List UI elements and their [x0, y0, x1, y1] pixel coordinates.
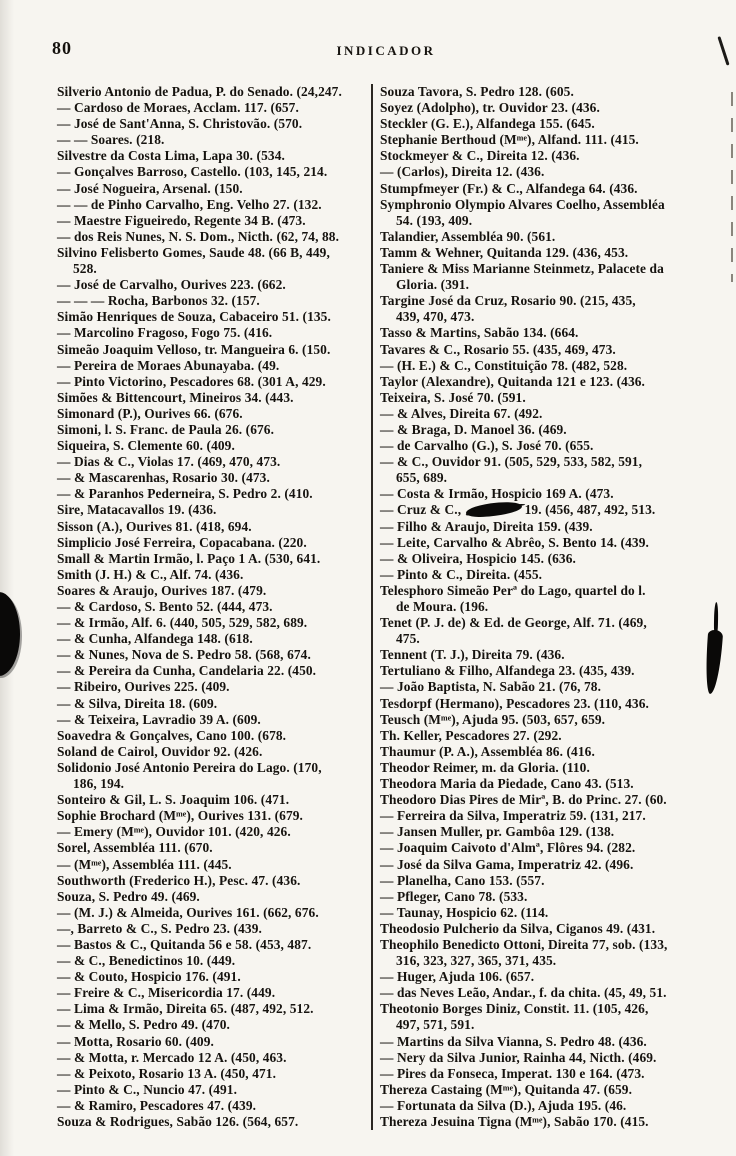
directory-entry-line: — de Carvalho (G.), S. José 70. (655. [380, 438, 594, 454]
directory-entry-line: — Leite, Carvalho & Abrêo, S. Bento 14. (439. [380, 534, 649, 550]
directory-entry-line: Siqueira, S. Clemente 60. (409. [57, 438, 235, 454]
directory-entry [380, 358, 732, 374]
directory-entry-line: — Maestre Figueiredo, Regente 34 B. (473. [57, 212, 306, 228]
directory-entry [57, 905, 370, 921]
directory-entry [57, 1066, 370, 1082]
directory-entry-line: — & Peixoto, Rosario 13 A. (450, 471. [57, 1065, 277, 1081]
directory-entry [57, 647, 370, 663]
directory-entry [380, 551, 732, 567]
directory-entry [57, 1050, 370, 1066]
directory-entry-line: — & Alves, Direita 67. (492. [380, 405, 543, 421]
directory-entry [380, 840, 732, 856]
directory-entry [380, 889, 732, 905]
directory-entry-line: 316, 323, 327, 365, 371, 435. [396, 953, 557, 969]
directory-entry-line: — das Neves Leão, Andar., f. da chita. (45, 49, 51. [380, 985, 667, 1001]
directory-entry-line: Stephanie Berthoud (Mᵐᵉ), Alfand. 111. (415. [380, 132, 639, 148]
directory-entry [380, 261, 732, 293]
directory-entry-line: — Joaquim Caivoto d'Almª, Flôres 94. (282. [380, 840, 636, 856]
directory-entry-line: — Taunay, Hospicio 62. (114. [380, 904, 549, 920]
directory-entry-line: Thereza Jesuina Tigna (Mᵐᵉ), Sabão 170. (415. [380, 1114, 649, 1129]
directory-entry [57, 792, 370, 808]
directory-entry-line: — Cardoso de Moraes, Acclam. 117. (657. [57, 100, 299, 116]
directory-entry-line: 655, 689. [396, 470, 448, 486]
directory-entry [57, 535, 370, 551]
directory-entry-line: — Motta, Rosario 60. (409. [57, 1033, 214, 1049]
directory-entry-line: Smith (J. H.) & C., Alf. 74. (436. [57, 566, 244, 582]
directory-entry-line: Simplicio José Ferreira, Copacabana. (220. [57, 534, 307, 550]
directory-entry-line: — & Silva, Direita 18. (609. [57, 695, 218, 711]
directory-entry-line: Soyez (Adolpho), tr. Ouvidor 23. (436. [380, 100, 600, 116]
directory-entry [57, 1082, 370, 1098]
directory-entry [57, 953, 370, 969]
directory-entry-line: — Lima & Irmão, Direita 65. (487, 492, 512. [57, 1001, 314, 1017]
directory-entry-line: — & Pereira da Cunha, Candelaria 22. (450. [57, 663, 317, 679]
directory-entry [380, 583, 732, 615]
directory-entry-line: Sisson (A.), Ourives 81. (418, 694. [57, 518, 252, 534]
directory-entry-line: Thereza Castaing (Mᵐᵉ), Quitanda 47. (659. [380, 1081, 633, 1097]
directory-entry [380, 181, 732, 197]
directory-entry-line: Th. Keller, Pescadores 27. (292. [380, 727, 562, 743]
page-number: 80 [52, 38, 72, 58]
directory-entry [380, 728, 732, 744]
directory-entry-line: — & Irmão, Alf. 6. (440, 505, 529, 582, 689. [57, 615, 308, 631]
directory-entry [380, 245, 732, 261]
directory-entry-line: Theophilo Benedicto Ottoni, Direita 77, sob. (133, [380, 936, 668, 952]
ink-blot-over-word [465, 501, 522, 519]
directory-entry [57, 100, 370, 116]
directory-entry-line: Small & Martin Irmão, l. Paço 1 A. (530, 641. [57, 550, 321, 566]
directory-entry-line: Silvino Felisberto Gomes, Saude 48. (66 B, 449, [57, 244, 330, 260]
directory-entry-line: Sorel, Assembléa 111. (670. [57, 840, 213, 856]
directory-entry [57, 422, 370, 438]
directory-entry-line: Southworth (Frederico H.), Pesc. 47. (436. [57, 872, 301, 888]
directory-entry-line: 528. [73, 261, 97, 277]
directory-entry-line: — José de Sant'Anna, S. Christovão. (570. [57, 116, 303, 132]
directory-entry [57, 696, 370, 712]
directory-entry-line: 475. [396, 631, 420, 647]
directory-entry-line: — Gonçalves Barroso, Castello. (103, 145, 214. [57, 164, 328, 180]
directory-entry-line: — & Couto, Hospicio 176. (491. [57, 969, 241, 985]
directory-entry [380, 100, 732, 116]
directory-entry [57, 277, 370, 293]
directory-entry [57, 438, 370, 454]
directory-entry-line: Souza, S. Pedro 49. (469. [57, 888, 200, 904]
directory-entry-line: Tennent (T. J.), Direita 79. (436. [380, 647, 565, 663]
directory-entry [57, 164, 370, 180]
directory-entry [380, 969, 732, 985]
directory-entry [380, 873, 732, 889]
directory-entry-line: — Pires da Fonseca, Imperat. 130 e 164. (473. [380, 1065, 645, 1081]
directory-entry [380, 84, 732, 100]
directory-entry [57, 760, 370, 792]
directory-entry [57, 406, 370, 422]
directory-entry [380, 502, 732, 518]
directory-entry-line: Soland de Cairol, Ouvidor 92. (426. [57, 743, 263, 759]
directory-entry [57, 873, 370, 889]
directory-entry [380, 792, 732, 808]
directory-entry [380, 535, 732, 551]
directory-entry [380, 1066, 732, 1082]
directory-entry [380, 519, 732, 535]
directory-entry [57, 808, 370, 824]
left-column [57, 84, 370, 1130]
directory-entry-line: de Moura. (196. [396, 599, 489, 614]
directory-entry [57, 132, 370, 148]
directory-entry-line: — Pinto Victorino, Pescadores 68. (301 A, 429. [57, 373, 326, 389]
directory-entry-line: Sire, Matacavallos 19. (436. [57, 502, 217, 518]
scan-gutter-shadow [0, 0, 14, 1156]
directory-entry-line: Theotonio Borges Diniz, Constit. 11. (105, 426, [380, 1001, 649, 1017]
directory-entry-line: — & Cunha, Alfandega 148. (618. [57, 631, 253, 647]
directory-entry-line: — Cruz & C., 19. (456, 487, 492, 513. [380, 502, 656, 518]
directory-entry [57, 1114, 370, 1130]
directory-entry-line: Simão Henriques de Souza, Cabaceiro 51. (135. [57, 309, 331, 325]
directory-entry [57, 551, 370, 567]
directory-entry [380, 454, 732, 486]
directory-entry [380, 760, 732, 776]
directory-entry-line: — & Mello, S. Pedro 49. (470. [57, 1017, 230, 1033]
directory-entry-line: — & Mascarenhas, Rosario 30. (473. [57, 470, 270, 486]
directory-entry-line: Telesphoro Simeão Perª do Lago, quartel do l. [380, 582, 646, 598]
directory-entry [380, 615, 732, 647]
directory-entry [380, 1034, 732, 1050]
directory-entry [57, 631, 370, 647]
directory-entry-line: Simoni, l. S. Franc. de Paula 26. (676. [57, 421, 275, 437]
directory-entry [57, 1017, 370, 1033]
directory-entry [57, 679, 370, 695]
directory-entry-line: — Pinto & C., Nuncio 47. (491. [57, 1081, 238, 1097]
directory-entry-line: — & Oliveira, Hospicio 145. (636. [380, 550, 576, 566]
directory-entry-line: — — de Pinho Carvalho, Eng. Velho 27. (132. [57, 196, 322, 212]
directory-entry [57, 390, 370, 406]
directory-entry [380, 1082, 732, 1098]
directory-entry-line: Theodoro Dias Pires de Mirª, B. do Princ. 27. (60. [380, 792, 667, 808]
directory-entry-line: Soavedra & Gonçalves, Cano 100. (678. [57, 727, 287, 743]
directory-entry-line: Taylor (Alexandre), Quitanda 121 e 123. (436. [380, 373, 646, 389]
directory-entry-line: — (H. E.) & C., Constituição 78. (482, 528. [380, 357, 628, 373]
directory-entry-line: Tesdorpf (Hermano), Pescadores 23. (110, 436. [380, 695, 649, 711]
directory-entry-line: — Marcolino Fragoso, Fogo 75. (416. [57, 325, 273, 341]
directory-entry [380, 937, 732, 969]
directory-entry [57, 985, 370, 1001]
directory-entry-line: — & Motta, r. Mercado 12 A. (450, 463. [57, 1049, 287, 1065]
directory-entry-line: — — Soares. (218. [57, 132, 165, 148]
directory-entry [57, 583, 370, 599]
directory-entry-line: Targine José da Cruz, Rosario 90. (215, 435, [380, 293, 636, 309]
directory-entry-line: — Huger, Ajuda 106. (657. [380, 969, 535, 985]
directory-entry [57, 567, 370, 583]
directory-entry [57, 116, 370, 132]
directory-entry-line: — dos Reis Nunes, N. S. Dom., Nicth. (62, 74, 88. [57, 228, 340, 244]
directory-entry [57, 712, 370, 728]
directory-entry-line: Theodor Reimer, m. da Gloria. (110. [380, 759, 590, 775]
directory-entry [57, 969, 370, 985]
ink-mark-top-right [717, 36, 729, 65]
column-divider-rule [371, 84, 373, 1130]
directory-entry-line: Teusch (Mᵐᵉ), Ajuda 95. (503, 657, 659. [380, 711, 606, 727]
directory-entry-line: — José Nogueira, Arsenal. (150. [57, 180, 243, 196]
directory-entry [57, 519, 370, 535]
directory-entry-line: — (M. J.) & Almeida, Ourives 161. (662, 676. [57, 904, 319, 920]
directory-entry [57, 342, 370, 358]
directory-entry [57, 1001, 370, 1017]
directory-entry [57, 857, 370, 873]
directory-entry-line: 439, 470, 473. [396, 309, 475, 325]
directory-entry [380, 921, 732, 937]
directory-entry-line: — (Carlos), Direita 12. (436. [380, 164, 545, 180]
directory-entry-line: — Jansen Muller, pr. Gambôa 129. (138. [380, 824, 615, 840]
directory-entry-line: — Martins da Silva Vianna, S. Pedro 48. (436. [380, 1033, 647, 1049]
directory-entry-line: — José de Carvalho, Ourives 223. (662. [57, 277, 286, 293]
directory-entry-line: Tertuliano & Filho, Alfandega 23. (435, 439. [380, 663, 635, 679]
directory-entry-line: — Dias & C., Violas 17. (469, 470, 473. [57, 454, 281, 470]
directory-entry [57, 921, 370, 937]
directory-entry-line: — Costa & Irmão, Hospicio 169 A. (473. [380, 486, 614, 502]
directory-entry [57, 197, 370, 213]
directory-entry [380, 116, 732, 132]
directory-entry [380, 390, 732, 406]
directory-entry-line: Taniere & Miss Marianne Steinmetz, Palacete da [380, 261, 664, 277]
directory-entry [57, 245, 370, 277]
directory-entry-line: — Nery da Silva Junior, Rainha 44, Nicth. (469. [380, 1049, 657, 1065]
directory-entry-line: Thaumur (P. A.), Assembléa 86. (416. [380, 743, 595, 759]
directory-entry-line: — (Mᵐᵉ), Assembléa 111. (445. [57, 856, 232, 872]
right-column [380, 84, 732, 1130]
directory-entry-line: Stockmeyer & C., Direita 12. (436. [380, 148, 580, 164]
directory-entry [380, 422, 732, 438]
directory-entry [57, 744, 370, 760]
directory-entry-line: — Bastos & C., Quitanda 56 e 58. (453, 487. [57, 936, 312, 952]
directory-entry-line: Tamm & Wehner, Quitanda 129. (436, 453. [380, 244, 629, 260]
directory-entry [380, 857, 732, 873]
directory-entry-line: Talandier, Assembléa 90. (561. [380, 228, 556, 244]
directory-entry-line: Gloria. (391. [396, 277, 470, 293]
directory-entry-line: Simonard (P.), Ourives 66. (676. [57, 405, 243, 421]
directory-entry [380, 197, 732, 229]
directory-entry [380, 325, 732, 341]
directory-entry-line: — José da Silva Gama, Imperatriz 42. (496. [380, 856, 634, 872]
directory-entry-line: — & Ramiro, Pescadores 47. (439. [57, 1097, 257, 1113]
directory-entry-line: — Emery (Mᵐᵉ), Ouvidor 101. (420, 426. [57, 824, 291, 840]
directory-entry [57, 213, 370, 229]
directory-entry-line: Tenet (P. J. de) & Ed. de George, Alf. 71. (469, [380, 615, 647, 631]
directory-entry-line: Teixeira, S. José 70. (591. [380, 389, 526, 405]
directory-entry-line: Steckler (G. E.), Alfandega 155. (645. [380, 116, 595, 132]
directory-entry-line: — & C., Ouvidor 91. (505, 529, 533, 582, 591, [380, 454, 643, 470]
directory-entry [57, 840, 370, 856]
directory-entry [380, 712, 732, 728]
directory-entry-line: Solidonio José Antonio Pereira do Lago. (170, [57, 759, 322, 775]
directory-entry-line: —, Barreto & C., S. Pedro 23. (439. [57, 920, 262, 936]
directory-entry [380, 647, 732, 663]
directory-entry [380, 486, 732, 502]
directory-entry-line: — & C., Benedictinos 10. (449. [57, 953, 236, 969]
directory-entry [380, 905, 732, 921]
directory-entry-line: Stumpfmeyer (Fr.) & C., Alfandega 64. (436. [380, 180, 638, 196]
directory-entry [380, 1114, 732, 1130]
directory-entry [57, 1098, 370, 1114]
directory-entry [57, 889, 370, 905]
directory-entry-line: Sophie Brochard (Mᵐᵉ), Ourives 131. (679. [57, 808, 304, 824]
directory-entry [57, 374, 370, 390]
directory-entry-line: — João Baptista, N. Sabão 21. (76, 78. [380, 679, 602, 695]
directory-entry-line: — Pereira de Moraes Abunayaba. (49. [57, 357, 280, 373]
directory-entry [380, 164, 732, 180]
directory-entry-line: Silverio Antonio de Padua, P. do Senado. (24,247. [57, 84, 342, 99]
directory-entry [380, 776, 732, 792]
directory-entry [57, 229, 370, 245]
directory-entry [57, 486, 370, 502]
directory-entry [57, 937, 370, 953]
directory-entry-line: — & Teixeira, Lavradio 39 A. (609. [57, 711, 261, 727]
directory-entry [57, 728, 370, 744]
directory-entry [57, 663, 370, 679]
directory-entry-line: — Pinto & C., Direita. (455. [380, 566, 543, 582]
directory-entry-line: Tasso & Martins, Sabão 134. (664. [380, 325, 579, 341]
directory-entry-line: 186, 194. [73, 776, 125, 792]
page-header-title: INDICADOR [336, 43, 436, 58]
directory-entry-line: Soares & Araujo, Ourives 187. (479. [57, 582, 267, 598]
directory-entry [380, 808, 732, 824]
directory-entry-line: — Ribeiro, Ourives 225. (409. [57, 679, 230, 695]
directory-entry [380, 679, 732, 695]
directory-entry [57, 615, 370, 631]
directory-entry-line: Silvestre da Costa Lima, Lapa 30. (534. [57, 148, 285, 164]
directory-entry [380, 148, 732, 164]
ink-blob-left-margin [0, 592, 20, 676]
directory-entry [380, 1098, 732, 1114]
directory-entry [380, 374, 732, 390]
directory-entry [380, 824, 732, 840]
directory-entry [57, 309, 370, 325]
directory-entry [380, 132, 732, 148]
directory-entry-line: — Fortunata da Silva (D.), Ajuda 195. (46. [380, 1097, 627, 1113]
directory-entry [380, 985, 732, 1001]
directory-entry-line: — — — Rocha, Barbonos 32. (157. [57, 293, 260, 309]
directory-entry [57, 454, 370, 470]
directory-entry-line: — Freire & C., Misericordia 17. (449. [57, 985, 276, 1001]
directory-entry [380, 1050, 732, 1066]
directory-entry [380, 229, 732, 245]
directory-entry-line: Souza Tavora, S. Pedro 128. (605. [380, 84, 574, 99]
directory-entry [380, 438, 732, 454]
directory-entry-line: — & Paranhos Pederneira, S. Pedro 2. (410. [57, 486, 313, 502]
directory-entry-line: — & Nunes, Nova de S. Pedro 58. (568, 674. [57, 647, 311, 663]
directory-entry [380, 567, 732, 583]
directory-entry [380, 744, 732, 760]
directory-entry-line: — & Braga, D. Manoel 36. (469. [380, 421, 567, 437]
directory-entry-line: — Filho & Araujo, Direita 159. (439. [380, 518, 593, 534]
directory-entry-line: Symphronio Olympio Alvares Coelho, Assembléa [380, 196, 665, 212]
page-edge-line [731, 92, 733, 282]
directory-entry-line: — Planelha, Cano 153. (557. [380, 872, 545, 888]
directory-entry-line: 54. (193, 409. [396, 212, 473, 228]
directory-entry-line: — & Cardoso, S. Bento 52. (444, 473. [57, 599, 273, 614]
directory-entry [57, 1034, 370, 1050]
directory-entry-line: — Ferreira da Silva, Imperatriz 59. (131, 217. [380, 808, 646, 824]
directory-entry [380, 406, 732, 422]
directory-entry-line: Sonteiro & Gil, L. S. Joaquim 106. (471. [57, 792, 290, 808]
directory-entry-line: — Pfleger, Cano 78. (533. [380, 888, 528, 904]
directory-entry [57, 599, 370, 615]
directory-entry [380, 293, 732, 325]
directory-entry [57, 84, 370, 100]
directory-entry-line: Simões & Bittencourt, Mineiros 34. (443. [57, 389, 294, 405]
directory-entry-line: 497, 571, 591. [396, 1017, 475, 1033]
directory-entry [57, 325, 370, 341]
directory-entry [380, 342, 732, 358]
directory-entry [380, 663, 732, 679]
directory-entry-line: Theodosio Pulcherio da Silva, Ciganos 49. (431. [380, 920, 656, 936]
directory-entry [57, 181, 370, 197]
directory-entry [57, 470, 370, 486]
directory-entry-line: Simeão Joaquim Velloso, tr. Mangueira 6. (150. [57, 341, 331, 357]
directory-entry [380, 1001, 732, 1033]
directory-entry [57, 293, 370, 309]
directory-entry [380, 696, 732, 712]
directory-entry-line: Tavares & C., Rosario 55. (435, 469, 473. [380, 341, 616, 357]
directory-entry [57, 502, 370, 518]
directory-entry [57, 824, 370, 840]
directory-entry [57, 148, 370, 164]
directory-entry-line: Theodora Maria da Piedade, Cano 43. (513. [380, 776, 634, 792]
directory-entry-line: Souza & Rodrigues, Sabão 126. (564, 657. [57, 1114, 299, 1129]
directory-entry [57, 358, 370, 374]
